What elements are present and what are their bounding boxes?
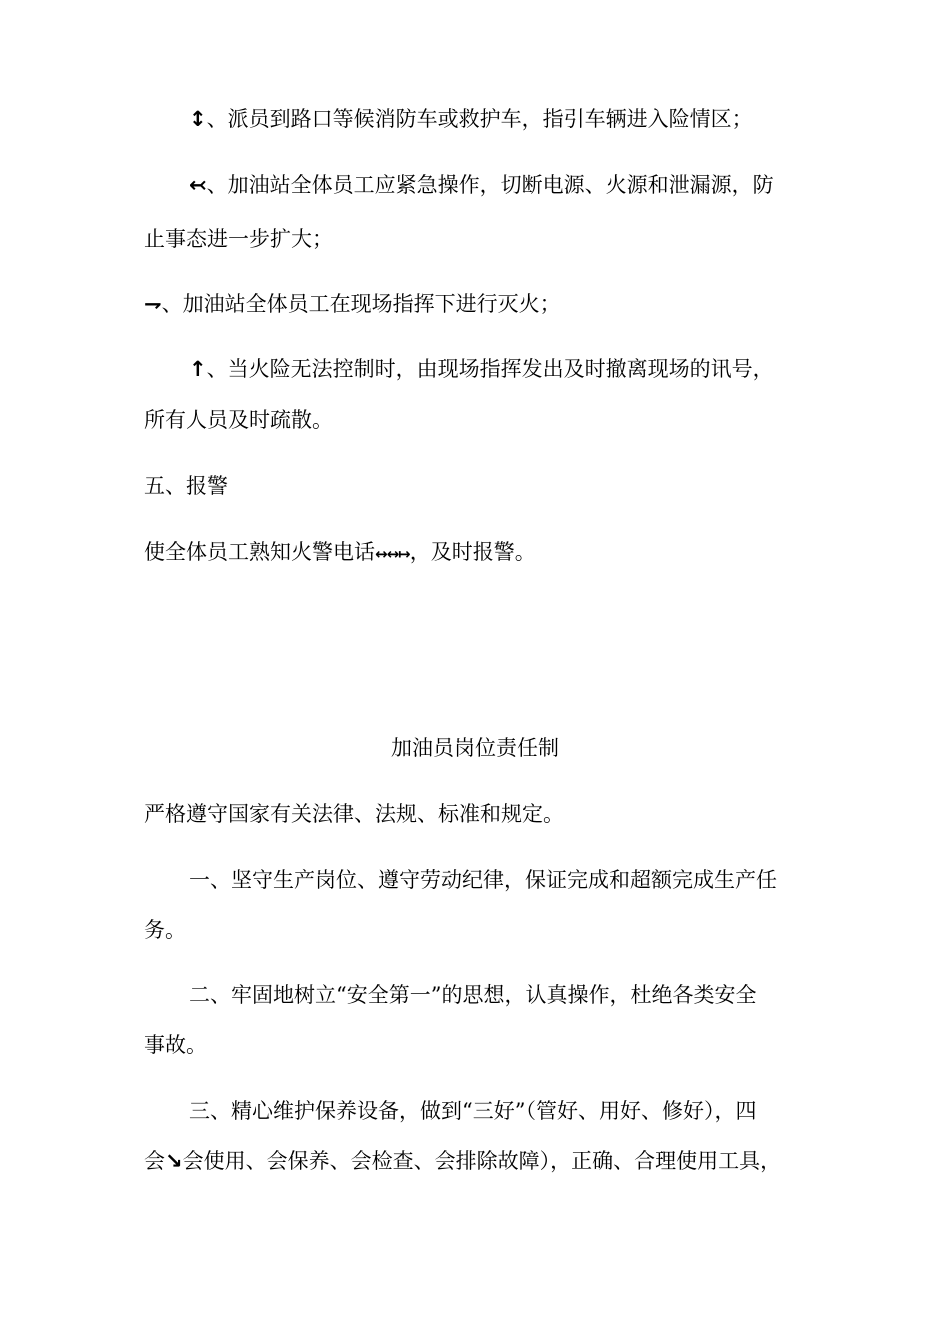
- step-item-1: [189, 104, 753, 134]
- step-marker-4: ↑: [189, 357, 207, 381]
- step-text-2: 、加油站全体员工应紧急操作，切断电源、火源和泄漏源，防: [206, 173, 774, 197]
- step-text-1: 、派员到路口等候消防车或救护车，指引车辆进入险情区；: [206, 107, 753, 131]
- step-marker-3: ⇁: [144, 292, 162, 316]
- duty-item-3-marker: ↘: [165, 1149, 183, 1173]
- alarm-text-after: ，及时报警。: [409, 540, 536, 564]
- alarm-paragraph: [144, 537, 536, 569]
- duty-item-1-continuation: 务。: [144, 918, 186, 942]
- step-text-3: 、加油站全体员工在现场指挥下进行灭火；: [161, 292, 561, 316]
- duty-item-2: 二、牢固地树立“安全第一”的思想，认真操作，杜绝各类安全: [189, 983, 757, 1007]
- step-item-2-continuation: 止事态进一步扩大；: [144, 227, 333, 251]
- step-item-4: [189, 354, 774, 384]
- intro-paragraph: 严格遵守国家有关法律、法规、标准和规定。: [144, 802, 564, 826]
- alarm-text-before: 使全体员工熟知火警电话: [144, 540, 375, 564]
- step-item-4-continuation: 所有人员及时疏散。: [144, 408, 333, 432]
- duty-item-3-after: 会使用、会保养、会检查、会排除故障），正确、合理使用工具，: [182, 1149, 782, 1173]
- step-marker-1: ↕: [189, 107, 207, 131]
- duty-item-1: 一、坚守生产岗位、遵守劳动纪律，保证完成和超额完成生产任: [189, 868, 777, 892]
- duty-item-3-before: 会: [144, 1149, 165, 1173]
- step-item-2: [189, 170, 774, 200]
- step-item-3: [144, 289, 561, 319]
- alarm-phone-marker: ↔↔↦: [375, 545, 410, 563]
- step-text-4: 、当火险无法控制时，由现场指挥发出及时撤离现场的讯号，: [206, 357, 774, 381]
- step-marker-2: ↢: [189, 173, 207, 197]
- duty-item-2-continuation: 事故。: [144, 1033, 207, 1057]
- section-heading-alarm: 五、报警: [144, 474, 228, 498]
- duty-item-3: 三、精心维护保养设备，做到“三好”（管好、用好、修好），四: [189, 1099, 757, 1123]
- document-title: 加油员岗位责任制: [391, 736, 559, 760]
- duty-item-3-continuation: [144, 1146, 781, 1176]
